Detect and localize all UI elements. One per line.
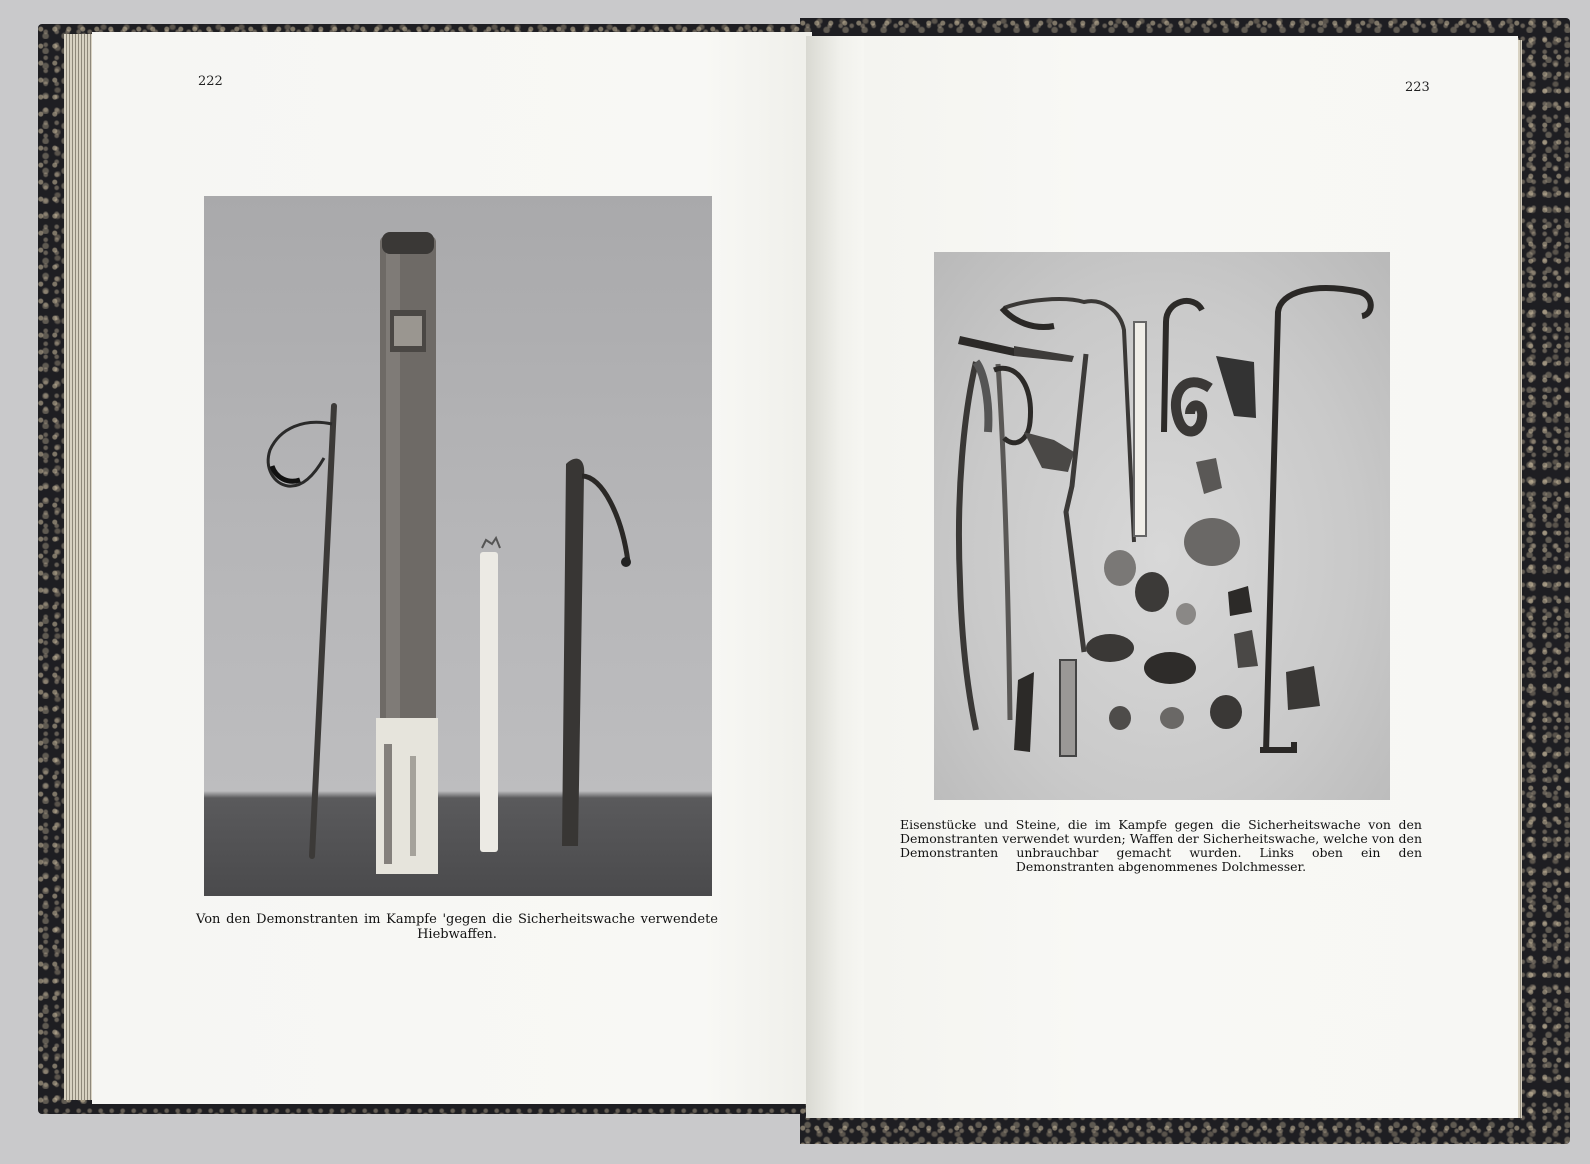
page-number-right: 223 — [1405, 80, 1430, 95]
caption-right: Eisenstücke und Steine, die im Kampfe gegen die Sicherheitswache von den Demonstranten verwendet wurden; Waffen der Sicherheitswache, welche von den Demonstranten unbrauchbar gemacht wurden. Links oben ein den Demonstranten abgenommenes Dolchmesser. — [900, 817, 1422, 874]
page-number-left: 222 — [198, 74, 223, 89]
photo-striking-weapons — [204, 196, 712, 896]
caption-left: Von den Demonstranten im Kampfe 'gegen die Sicherheitswache verwendete Hiebwaffen. — [196, 912, 718, 942]
page-edges-left — [64, 34, 94, 1100]
book-gutter — [806, 36, 864, 1118]
photo-iron-pieces-and-stones — [934, 252, 1390, 800]
